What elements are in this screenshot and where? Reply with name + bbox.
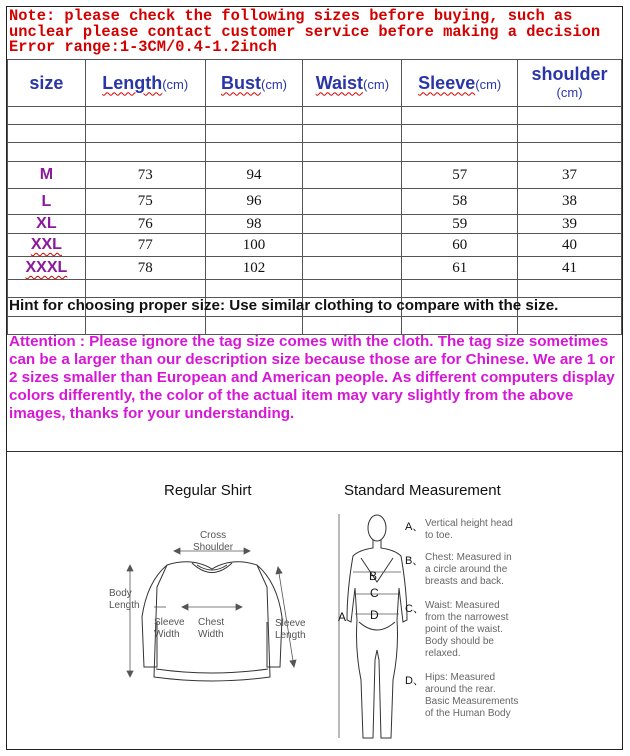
cell-sleeve: 60	[402, 234, 518, 257]
cell-waist	[303, 257, 402, 280]
note-line-3: Error range:1-3CM/0.4-1.2inch	[9, 38, 277, 56]
empty-row	[8, 107, 622, 125]
cell-sleeve: 59	[402, 215, 518, 234]
table-header-row	[8, 60, 622, 107]
cell-bust: 96	[205, 189, 303, 215]
size-table	[7, 59, 622, 335]
header-sleeve: Sleeve(cm)	[402, 60, 518, 107]
cell-length: 76	[85, 215, 205, 234]
cell-sleeve: 57	[402, 162, 518, 189]
empty-row	[8, 317, 622, 335]
size-note	[9, 9, 619, 56]
cell-shoulder: 40	[518, 234, 622, 257]
sleeve-width-label: Sleeve Width	[154, 617, 185, 640]
cell-length: 75	[85, 189, 205, 215]
empty-row	[8, 280, 622, 298]
cell-size: L	[8, 189, 86, 215]
table-row	[8, 215, 622, 234]
body-length-label: Body Length	[109, 588, 140, 611]
cell-shoulder: 38	[518, 189, 622, 215]
cross-shoulder-label: Cross Shoulder	[193, 530, 234, 553]
header-shoulder: shoulder (cm)	[518, 60, 622, 107]
header-bust: Bust(cm)	[205, 60, 303, 107]
cell-waist	[303, 215, 402, 234]
header-length: Length(cm)	[85, 60, 205, 107]
human-body-illustration	[337, 510, 417, 746]
cell-sleeve: 61	[402, 257, 518, 280]
table-row	[8, 234, 622, 257]
cell-waist	[303, 189, 402, 215]
cell-shoulder: 37	[518, 162, 622, 189]
sizing-hint: Hint for choosing proper size: Use similar clothing to compare with the size.	[9, 297, 559, 314]
measurement-diagram-title: Standard Measurement	[344, 482, 501, 499]
cell-length: 78	[85, 257, 205, 280]
measurement-diagram: Regular Shirt Standard Measurement Cross Shoulder Body Length Sleeve Width Chest Width Sleeve Length A B C D A、 Vertical height head to toe. B、 Chest: Measured in a circle around the breasts and back. C、 Waist: Measured from the narrowest point of the waist. Body should be relaxed. D、 Hips: Measured around the rear. Basic Measurements of the Human Body	[7, 452, 622, 749]
cell-size: XXXL	[8, 257, 86, 280]
body-letter-c: C	[370, 586, 379, 600]
cell-size: XXL	[8, 234, 86, 257]
cell-shoulder: 41	[518, 257, 622, 280]
table-row	[8, 257, 622, 280]
cell-length: 73	[85, 162, 205, 189]
cell-size: M	[8, 162, 86, 189]
table-row	[8, 162, 622, 189]
header-size: size	[8, 60, 86, 107]
cell-waist	[303, 234, 402, 257]
cell-bust: 100	[205, 234, 303, 257]
cell-bust: 102	[205, 257, 303, 280]
cell-sleeve: 58	[402, 189, 518, 215]
chest-width-label: Chest Width	[198, 617, 225, 640]
body-letter-a: A	[338, 610, 347, 624]
cell-size: XL	[8, 215, 86, 234]
cell-bust: 94	[205, 162, 303, 189]
cell-shoulder: 39	[518, 215, 622, 234]
cell-waist	[303, 162, 402, 189]
cell-bust: 98	[205, 215, 303, 234]
cell-length: 77	[85, 234, 205, 257]
table-row	[8, 189, 622, 215]
sleeve-length-label: Sleeve Length	[275, 618, 306, 641]
header-waist: Waist(cm)	[303, 60, 402, 107]
body-letter-d: D	[370, 608, 379, 622]
empty-row	[8, 125, 622, 143]
note-line-1: Note: please check the following sizes before buying, such as	[9, 7, 573, 25]
shirt-diagram-title: Regular Shirt	[164, 482, 252, 499]
size-chart-page	[6, 6, 623, 750]
empty-row	[8, 143, 622, 162]
note-line-2: unclear please contact customer service before making a decision	[9, 22, 601, 41]
body-letter-b: B	[369, 569, 378, 583]
attention-notice: Attention : Please ignore the tag size comes with the cloth. The tag size sometimes can be a larger than our description size because those are for Chinese. We are 1 or 2 sizes smaller than European and American people. As different computers display colors differently, the color of the actual item may vary slightly from the above images, thanks for your understanding.	[9, 333, 615, 422]
